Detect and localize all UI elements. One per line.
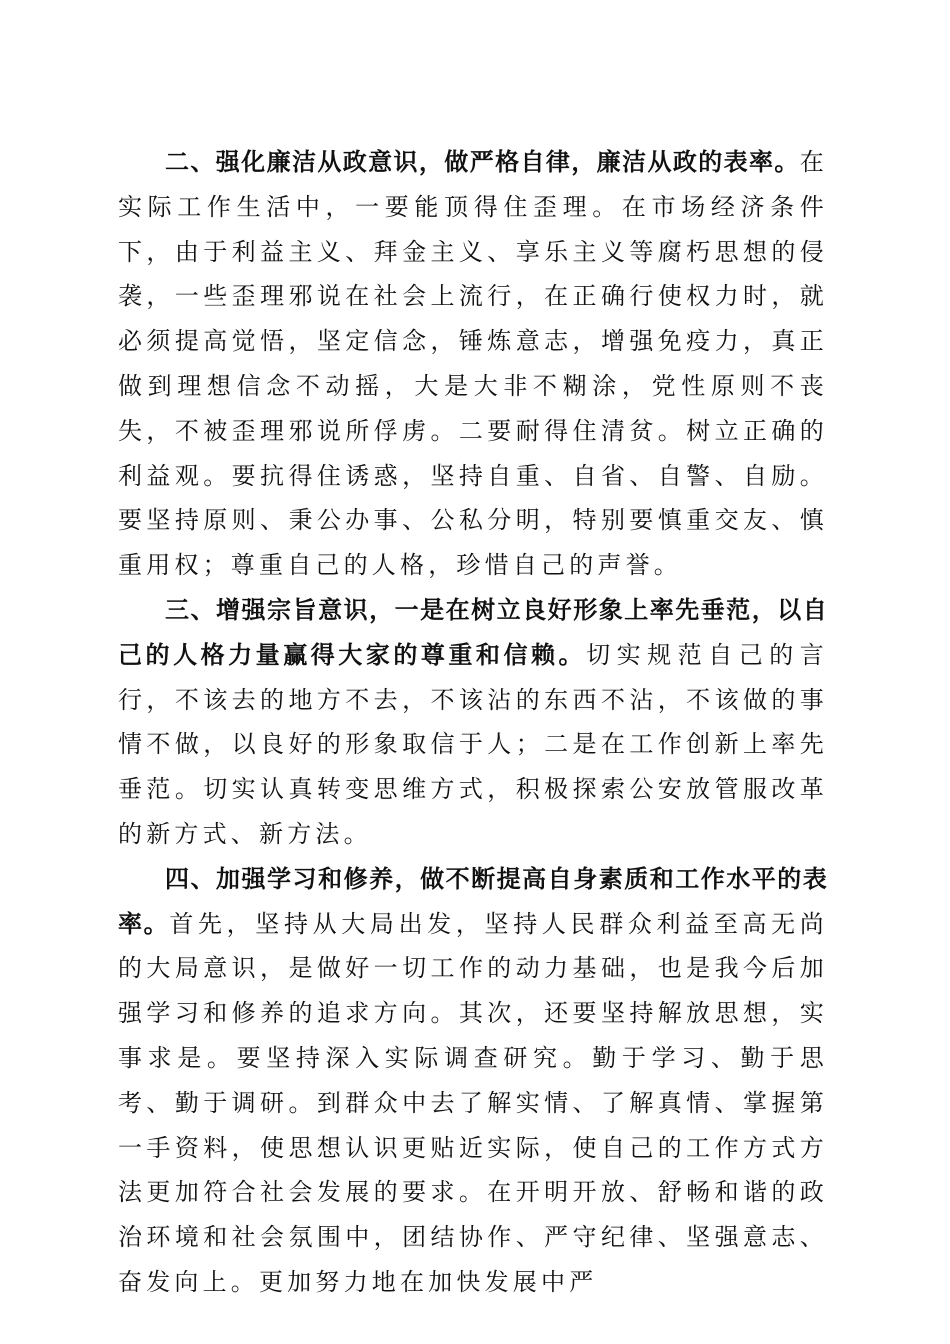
- paragraph-3-text: 切实规范自己的言行，不该去的地方不去，不该沾的东西不沾，不该做的事情不做，以良好的形象取信于人；二是在工作创新上率先垂范。切实认真转变思维方式，积极探索公安放管服改革的新方式、新方法。: [118, 640, 828, 848]
- paragraph-2-heading: 二、强化廉洁从政意识，做严格自律，廉洁从政的表率。: [165, 148, 800, 176]
- paragraph-3-heading: 三、增强宗旨意识，一是在树立良好形象上率先垂范，以自己的人格力量赢得大家的尊重和信赖。: [118, 595, 828, 669]
- document-body: [118, 140, 828, 1305]
- paragraph-2: [118, 140, 828, 588]
- paragraph-2-text: 在实际工作生活中，一要能顶得住歪理。在市场经济条件下，由于利益主义、拜金主义、享乐主义等腐朽思想的侵袭，一些歪理邪说在社会上流行，在正确行使权力时，就必须提高觉悟，坚定信念，锤炼意志，增强免疫力，真正做到理想信念不动摇，大是大非不糊涂，党性原则不丧失，不被歪理邪说所俘虏。二要耐得住清贫。树立正确的利益观。要抗得住诱惑，坚持自重、自省、自警、自励。要坚持原则、秉公办事、公私分明，特别要慎重交友、慎重用权；尊重自己的人格，珍惜自己的声誉。: [118, 148, 828, 580]
- paragraph-3: [118, 588, 828, 857]
- paragraph-4: [118, 857, 828, 1305]
- paragraph-4-heading: 四、加强学习和修养，做不断提高自身素质和工作水平的表率。: [118, 864, 828, 938]
- paragraph-4-text: 首先，坚持从大局出发，坚持人民群众利益至高无尚的大局意识，是做好一切工作的动力基础，也是我今后加强学习和修养的追求方向。其次，还要坚持解放思想，实事求是。要坚持深入实际调查研究。勤于学习、勤于思考、勤于调研。到群众中去了解实情、了解真情、掌握第一手资料，使思想认识更贴近实际，使自己的工作方式方法更加符合社会发展的要求。在开明开放、舒畅和谐的政治环境和社会氛围中，团结协作、严守纪律、坚强意志、奋发向上。更加努力地在加快发展中严: [118, 909, 828, 1296]
